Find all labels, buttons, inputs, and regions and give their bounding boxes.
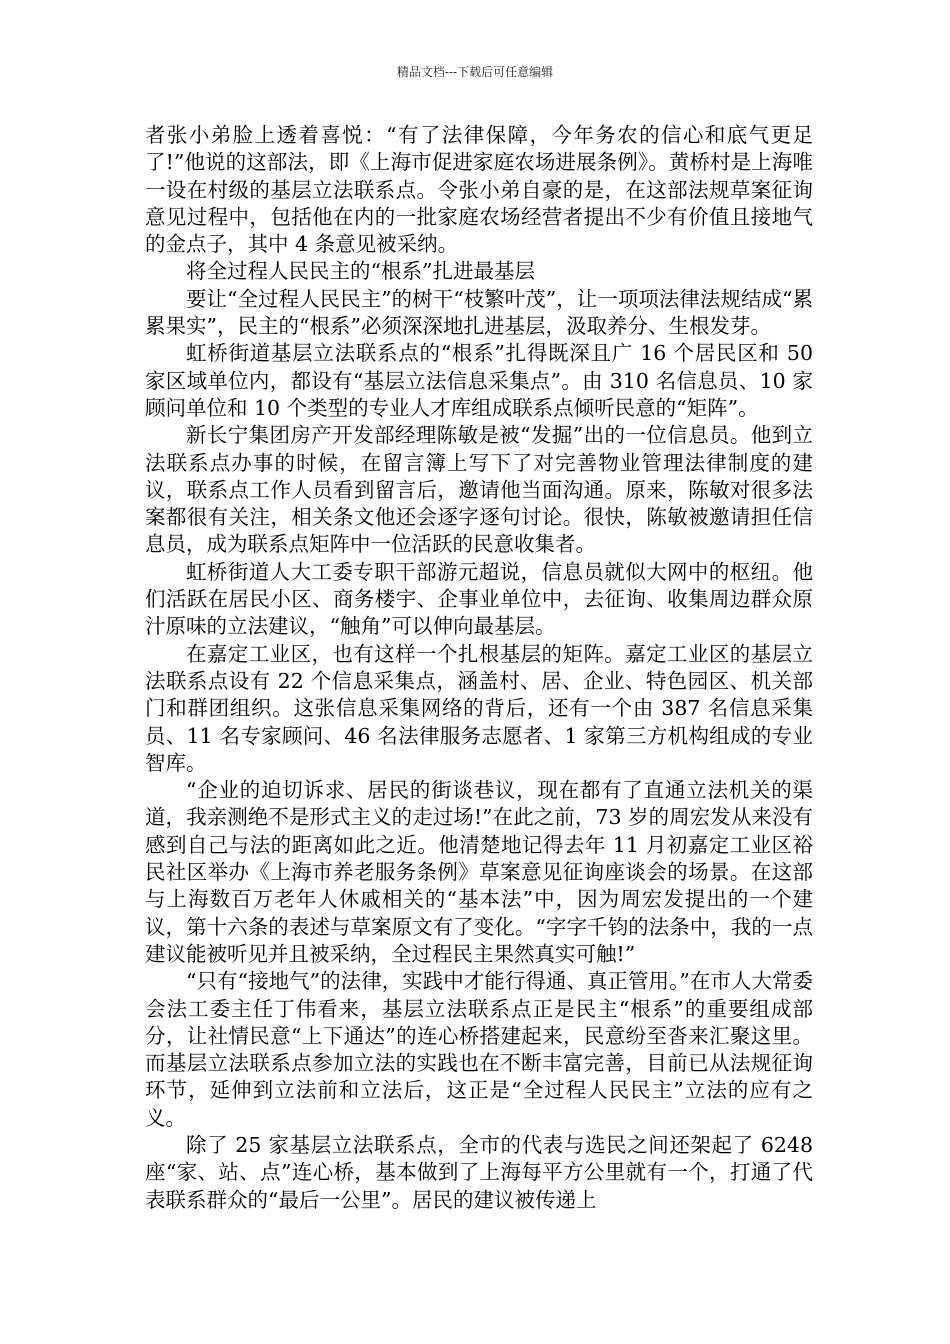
page-header: 精品文档---下载后可任意编辑 <box>396 65 554 79</box>
section-heading: 将全过程人民民主的“根系”扎进最基层 <box>186 259 535 284</box>
article-body <box>145 122 820 1214</box>
paragraph: “企业的迫切诉求、居民的街谈巷议，现在都有了直通立法机关的渠道，我亲测绝不是形式主义的走过场!”在此之前，73 岁的周宏发从来没有感到自己与法的距离如此之近。他清楚地记得去年 11 月初嘉定工业区裕民社区举办《上海市养老服务条例》草案意见征询座谈会的场景。在这部与上海数百万老年人休戚相关的“基本法”中，因为周宏发提出的一个建议，第十六条的表述与草案原文有了变化。“字字千钧的法条中，我的一点建议能被听见并且被采纳，全过程民主果然真实可触!” <box>145 778 813 966</box>
paragraph: 者张小弟脸上透着喜悦：“有了法律保障，今年务农的信心和底气更足了!”他说的这部法，即《上海市促进家庭农场进展条例》。黄桥村是上海唯一设在村级的基层立法联系点。令张小弟自豪的是，在这部法规草案征询意见过程中，包括他在内的一批家庭农场经营者提出不少有价值且接地气的金点子，其中 4 条意见被采纳。 <box>145 123 813 257</box>
paragraph: 除了 25 家基层立法联系点，全市的代表与选民之间还架起了 6248 座“家、站、点”连心桥，基本做到了上海每平方公里就有一个，打通了代表联系群众的“最后一公里”。居民的建议被传递上 <box>145 1132 820 1212</box>
paragraph: 虹桥街道人大工委专职干部游元超说，信息员就似大网中的枢纽。他们活跃在居民小区、商务楼宇、企事业单位中，去征询、收集周边群众原汁原味的立法建议，“触角”可以伸向最基层。 <box>145 559 813 639</box>
paragraph: “只有“接地气”的法律，实践中才能行得通、真正管用。”在市人大常委会法工委主任丁伟看来，基层立法联系点正是民主“根系”的重要组成部分，让社情民意“上下通达”的连心桥搭建起来，民意纷至沓来汇聚这里。而基层立法联系点参加立法的实践也在不断丰富完善，目前已从法规征询环节，延伸到立法前和立法后，这正是“全过程人民民主”立法的应有之义。 <box>145 969 813 1130</box>
paragraph: 新长宁集团房产开发部经理陈敏是被“发掘”出的一位信息员。他到立法联系点办事的时候，在留言簿上写下了对完善物业管理法律制度的建议，联系点工作人员看到留言后，邀请他当面沟通。原来，陈敏对很多法案都很有关注，相关条文他还会逐字逐句讨论。很快，陈敏被邀请担任信息员，成为联系点矩阵中一位活跃的民意收集者。 <box>145 423 813 557</box>
paragraph: 虹桥街道基层立法联系点的“根系”扎得既深且广 16 个居民区和 50 家区域单位内，都设有“基层立法信息采集点”。由 310 名信息员、10 家顾问单位和 10 个类型的专业人才库组成联系点倾听民意的“矩阵”。 <box>145 341 820 420</box>
paragraph: 在嘉定工业区，也有这样一个扎根基层的矩阵。嘉定工业区的基层立法联系点设有 22 个信息采集点，涵盖村、居、企业、特色园区、机关部门和群团组织。这张信息采集网络的背后，还有一个由 387 名信息采集员、11 名专家顾问、46 名法律服务志愿者、1 家第三方机构组成的专业智库。 <box>145 641 813 775</box>
paragraph: 要让“全过程人民民主”的树干“枝繁叶茂”，让一项项法律法规结成“累累果实”，民主的“根系”必须深深地扎进基层，汲取养分、生根发芽。 <box>145 286 813 339</box>
